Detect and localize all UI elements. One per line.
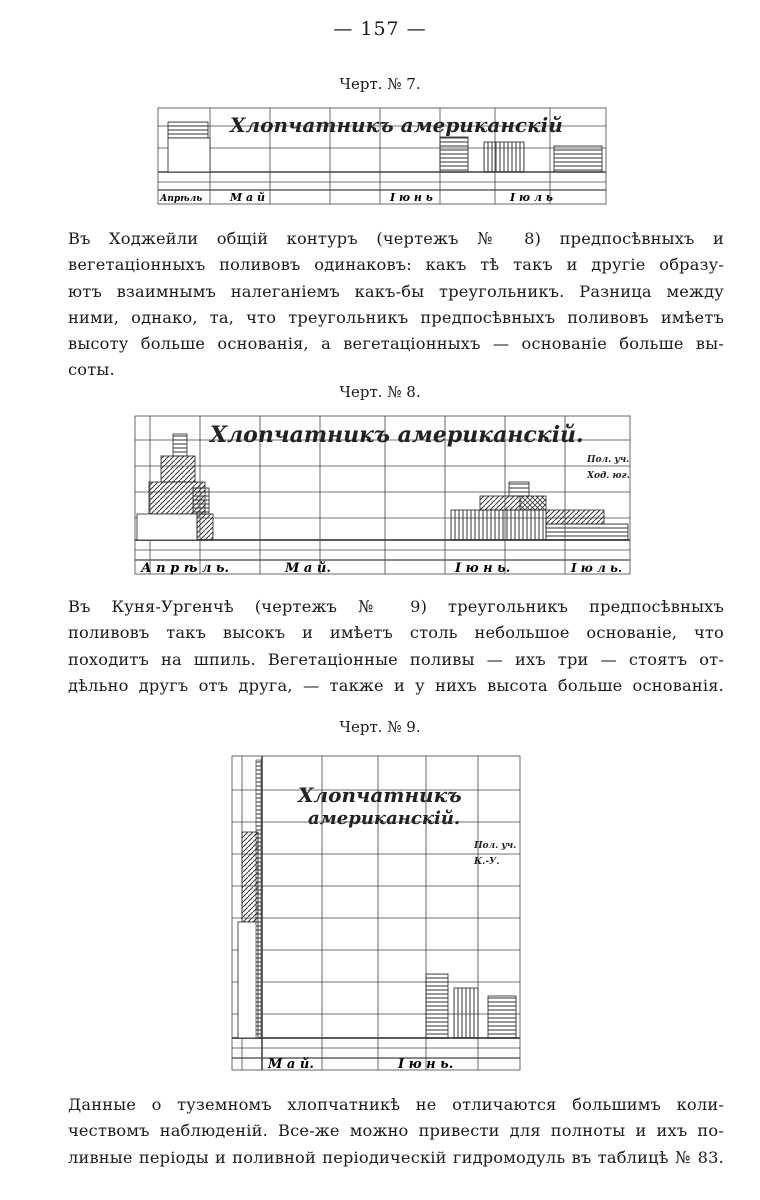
paragraph-2: [68, 594, 724, 699]
chart-9-legend-2: К.-У.: [474, 857, 500, 867]
paragraph-3-line: Данные о туземномъ хлопчатникѣ не отличаются большимъ коли-: [68, 1095, 724, 1114]
page-number: — 157 —: [333, 18, 427, 40]
paragraph-3-line: чествомъ наблюденій. Все-же можно привести для полноты и ихъ по-: [68, 1121, 724, 1141]
paragraph-2-line: Въ Куня-Ургенчѣ (чертежъ № 9) треугольникъ предпосѣвныхъ: [68, 597, 724, 616]
chart-9: [228, 752, 526, 1074]
chart-8-legend-1: Пол. уч.: [587, 455, 630, 465]
chart-9-title-line-2: американскій.: [308, 808, 461, 829]
paragraph-1-line: высоту больше основанія, а вегетаціонныхъ — основаніе больше вы-: [68, 334, 724, 354]
paragraph-3: [68, 1092, 724, 1171]
paragraph-3-line: ливные періоды и поливной періодическій гидромодуль въ таблицѣ № 83.: [68, 1147, 724, 1167]
chart-9-month-june: І ю н ь.: [398, 1057, 454, 1072]
paragraph-1-line: вегетаціонныхъ поливовъ одинаковъ: какъ тѣ такъ и другіе образу-: [68, 255, 724, 275]
chart-7-title: Хлопчатникъ американскій: [230, 113, 563, 137]
paragraph-1-line: соты.: [68, 360, 115, 380]
chart-7-caption: Черт. № 7.: [339, 75, 421, 93]
chart-8: [125, 410, 635, 580]
paragraph-1-line: ними, однако, та, что треугольникъ предпосѣвныхъ поливовъ имѣетъ: [68, 307, 724, 327]
chart-8-title: Хлопчатникъ американскій.: [210, 422, 584, 448]
paragraph-1-line: ютъ взаимнымъ налеганіемъ какъ-бы треугольникъ. Разница между: [68, 281, 724, 301]
paragraph-1-line: Въ Ходжейли общій контуръ (чертежъ № 8) предпосѣвныхъ и: [68, 229, 724, 248]
chart-9-title-line-1: Хлопчатникъ: [298, 783, 462, 807]
paragraph-2-line: походитъ на шпиль. Вегетаціонные поливы — ихъ три — стоятъ от-: [68, 649, 724, 669]
chart-8-caption: Черт. № 8.: [339, 383, 421, 401]
chart-8-legend-2: Ход. юг.: [587, 471, 630, 481]
chart-9-legend-1: Пол. уч.: [474, 841, 517, 851]
chart-8-month-july: І ю л ь.: [571, 561, 623, 575]
chart-7: [150, 104, 610, 209]
chart-7-month-june: І ю н ь: [390, 191, 433, 204]
chart-7-month-july: І ю л ь: [510, 191, 553, 204]
chart-8-month-may: М а й.: [285, 561, 331, 576]
paragraph-2-line: дѣльно другъ отъ друга, — также и у нихъ высота больше основанія.: [68, 675, 724, 695]
chart-7-month-may: М а й: [230, 191, 265, 204]
chart-8-month-june: І ю н ь.: [455, 561, 511, 576]
chart-8-month-april: А п р ѣ л ь.: [141, 561, 230, 576]
chart-9-caption: Черт. № 9.: [339, 718, 421, 736]
chart-9-month-may: М а й.: [268, 1057, 314, 1072]
paragraph-1: [68, 226, 724, 384]
chart-7-month-april: Апрѣль: [160, 194, 203, 204]
paragraph-2-line: поливовъ такъ высокъ и имѣетъ столь небольшое основаніе, что: [68, 623, 724, 643]
